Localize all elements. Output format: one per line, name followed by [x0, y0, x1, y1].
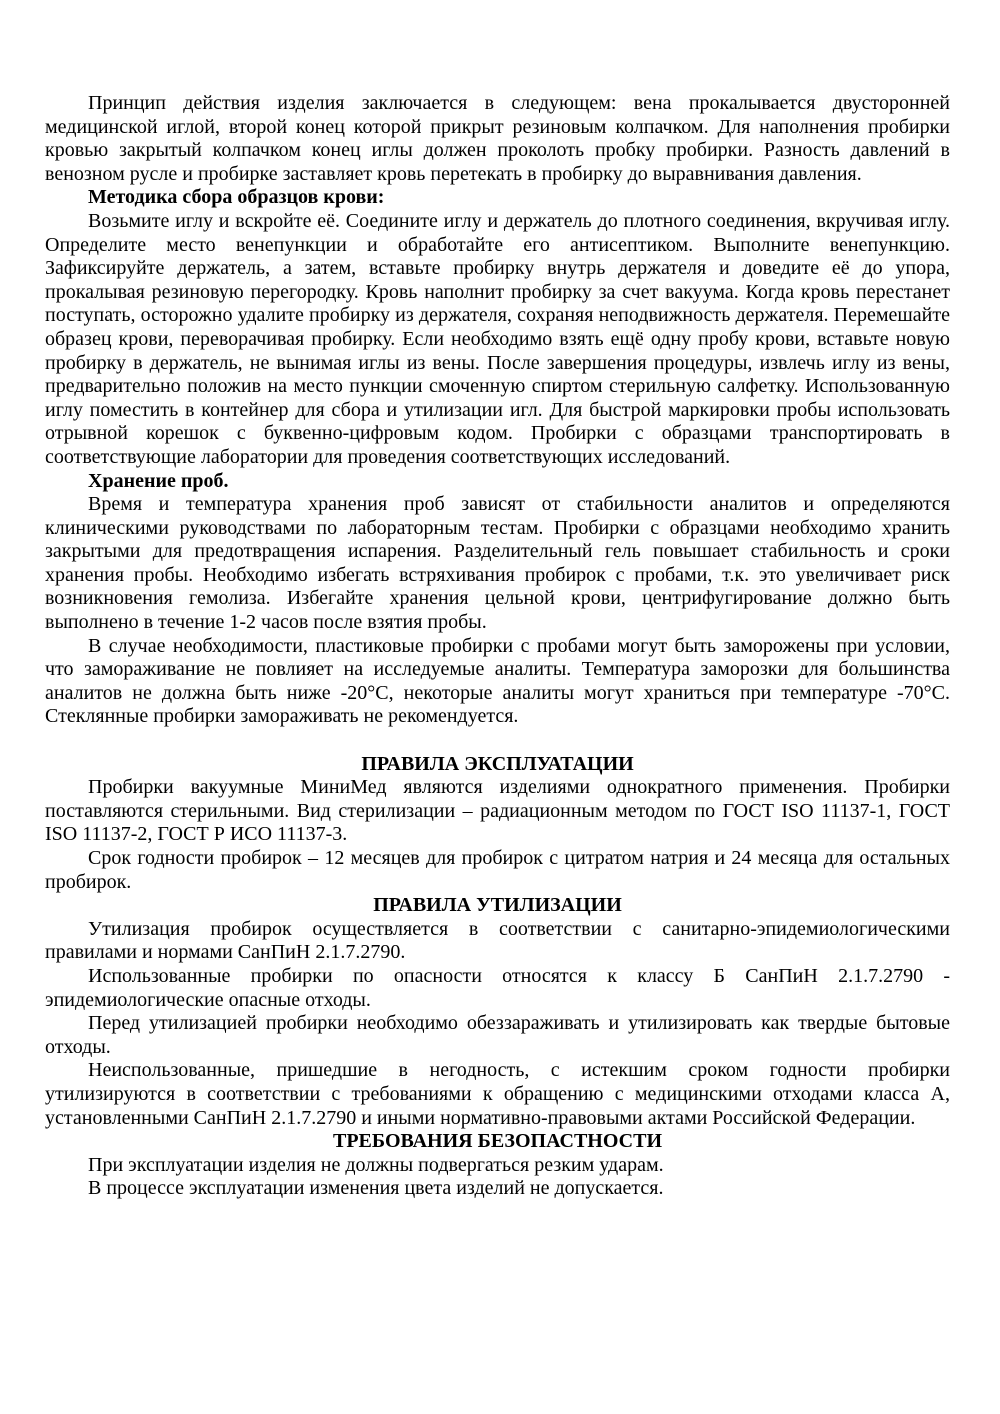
section-title-disposal-rules: ПРАВИЛА УТИЛИЗАЦИИ: [373, 894, 622, 917]
section-title-operation-rules: ПРАВИЛА ЭКСПЛУАТАЦИИ: [361, 752, 634, 775]
body-paragraph-storage: Время и температура хранения проб зависят от стабильности аналитов и определяются клиническими руководствами по лабораторным тестам. Пробирки с образцами необходимо хранить закрытыми для предотвращения испарения. Разделительный гель повышает стабильность и сроки хранения пробы. Необходимо избегать встряхивания пробирок с пробами, т.к. это увеличивает риск возникновения гемолиза. Избегайте хранения цельной крови, центрифугирование должно быть выполнено в течение 1-2 часов после взятия пробы.: [45, 493, 950, 634]
body-paragraph-principle: Принцип действия изделия заключается в следующем: вена прокалывается двусторонней медицинской иглой, второй конец которой прикрыт резиновым колпачком. Для наполнения пробирки кровью закрытый колпачком конец иглы должен проколоть пробку пробирки. Разность давлений в венозном русле и пробирке заставляет кровь перетекать в пробирку до выравнивания давления.: [45, 92, 950, 185]
body-paragraph-no-color-change: В процессе эксплуатации изменения цвета изделий не допускается.: [88, 1177, 664, 1200]
body-paragraph-disinfection: Перед утилизацией пробирки необходимо обеззараживать и утилизировать как твердые бытовые отходы.: [45, 1012, 950, 1058]
body-paragraph-unused-tubes: Неиспользованные, пришедшие в негодность, с истекшим сроком годности пробирки утилизируются в соответствии с требованиями к обращению с медицинскими отходами класса А, установленными СанПиН 2.1.7.2790 и иными нормативно-правовыми актами Российской Федерации.: [45, 1059, 950, 1129]
run-in-heading-sample-storage: Хранение проб.: [88, 469, 229, 492]
body-paragraph-freezing: В случае необходимости, пластиковые пробирки с пробами могут быть заморожены при условии, что замораживание не повлияет на исследуемые аналиты. Температура заморозки для большинства аналитов не должна быть ниже -20°С, некоторые аналиты могут храниться при температуре -70°С. Стеклянные пробирки замораживать не рекомендуется.: [45, 634, 950, 728]
body-paragraph-class-b-waste: Использованные пробирки по опасности относятся к классу Б СанПиН 2.1.7.2790 - эпидемиологические опасные отходы.: [45, 964, 950, 1011]
body-paragraph-disposal-sanpin: Утилизация пробирок осуществляется в соответствии с санитарно-эпидемиологическими правилами и нормами СанПиН 2.1.7.2790.: [45, 917, 950, 964]
body-paragraph-no-impacts: При эксплуатации изделия не должны подвергаться резким ударам.: [88, 1153, 664, 1176]
body-paragraph-sterilization: Пробирки вакуумные МиниМед являются изделиями однократного применения. Пробирки поставляются стерильными. Вид стерилизации – радиационным методом по ГОСТ ISO 11137-1, ГОСТ ISO 11137-2, ГОСТ Р ИСО 11137-3.: [45, 776, 950, 846]
body-paragraph-shelf-life: Срок годности пробирок – 12 месяцев для пробирок с цитратом натрия и 24 месяца для остальных пробирок.: [45, 847, 950, 893]
body-paragraph-collection-method: Возьмите иглу и вскройте её. Соедините иглу и держатель до плотного соединения, вкручивая иглу. Определите место венепункции и обработайте его антисептиком. Выполните венепункцию. Зафиксируйте держатель, а затем, вставьте пробирку внутрь держателя и доведите её до упора, прокалывая резиновую перегородку. Кровь наполнит пробирку за счет вакуума. Когда кровь перестанет поступать, осторожно удалите пробирку из держателя, сохраняя неподвижность держателя. Перемешайте образец крови, переворачивая пробирку. Если необходимо взять ещё одну пробу крови, вставьте новую пробирку в держатель, не вынимая иглы из вены. После завершения процедуры, извлечь иглу из вены, предварительно положив на место пункции смоченную спиртом стерильную салфетку. Использованную иглу поместить в контейнер для сбора и утилизации игл. Для быстрой маркировки пробы использовать отрывной корешок с буквенно-цифровым кодом. Пробирки с образцами транспортировать в соответствующие лаборатории для проведения соответствующих исследований.: [45, 209, 950, 468]
section-title-safety-requirements: ТРЕБОВАНИЯ БЕЗОПАСТНОСТИ: [332, 1130, 663, 1153]
run-in-heading-collection-method: Методика сбора образцов крови:: [88, 186, 385, 209]
